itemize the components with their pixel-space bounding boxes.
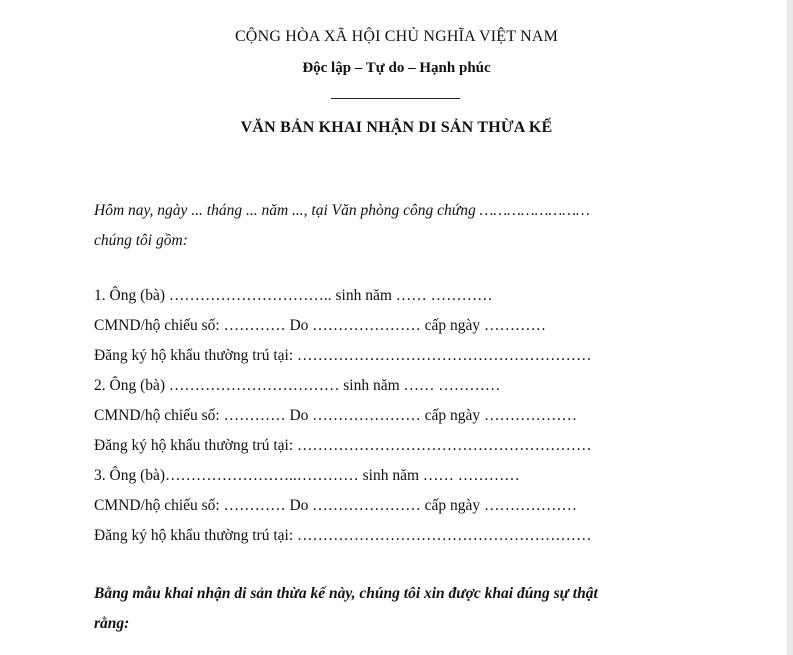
person-2-name-line: 2. Ông (bà) …………………………… sinh năm …… …………	[94, 377, 501, 394]
heading-divider	[331, 98, 460, 99]
declaration-line-1: Bằng mẫu khai nhận di sản thừa kế này, chúng tôi xin được khai đúng sự thật	[94, 585, 598, 602]
person-3-name-line: 3. Ông (bà)……………………..………… sinh năm …… …………	[94, 467, 520, 484]
person-1-residence-line: Đăng ký hộ khẩu thường trú tại: …………………………………………………	[94, 347, 592, 364]
intro-line-1: Hôm nay, ngày ... tháng ... năm ..., tại Văn phòng công chứng ……………………	[94, 202, 590, 219]
declaration-line-2: rằng:	[94, 615, 130, 632]
person-3-residence-line: Đăng ký hộ khẩu thường trú tại: …………………………………………………	[94, 527, 592, 544]
page-edge-shadow	[787, 0, 793, 655]
person-2-residence-line: Đăng ký hộ khẩu thường trú tại: …………………………………………………	[94, 437, 592, 454]
document-title: VĂN BẢN KHAI NHẬN DI SẢN THỪA KẾ	[240, 119, 553, 136]
person-1-name-line: 1. Ông (bà) ………………………….. sinh năm …… …………	[94, 287, 493, 304]
person-1-id-line: CMND/hộ chiếu số: ………… Do ………………… cấp ngày …………	[94, 317, 547, 334]
intro-line-2: chúng tôi gồm:	[94, 232, 188, 249]
motto-heading: Độc lập – Tự do – Hạnh phúc	[302, 60, 491, 76]
person-2-id-line: CMND/hộ chiếu số: ………… Do ………………… cấp ngày ………………	[94, 407, 578, 424]
nation-heading: CỘNG HÒA XÃ HỘI CHỦ NGHĨA VIỆT NAM	[234, 28, 559, 45]
person-3-id-line: CMND/hộ chiếu số: ………… Do ………………… cấp ngày ………………	[94, 497, 578, 514]
